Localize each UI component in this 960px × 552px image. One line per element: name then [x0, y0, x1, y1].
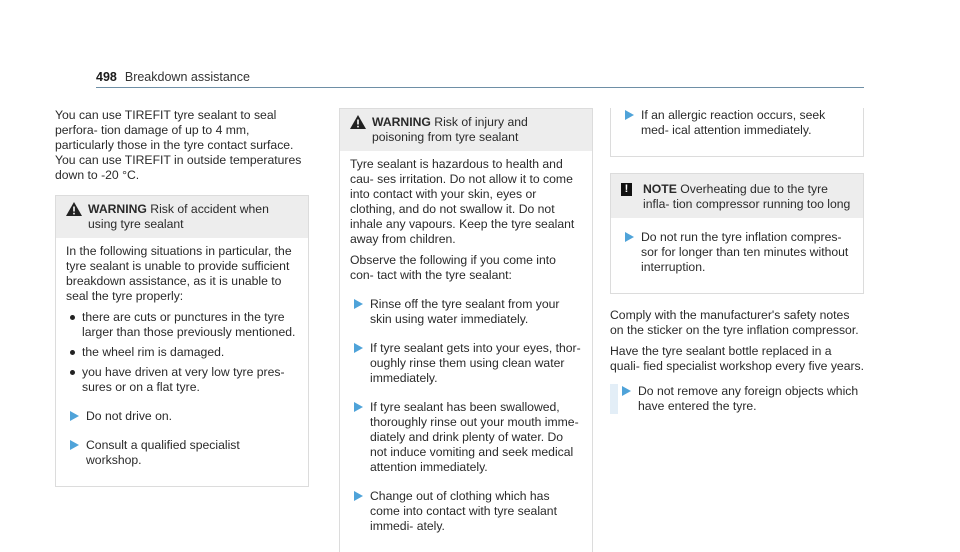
bullet-text: the wheel rim is damaged.: [82, 345, 225, 359]
step-text: Rinse off the tyre sealant from your skin using water immediately.: [370, 297, 560, 326]
bullet-item: [66, 310, 298, 340]
warning-header: [56, 196, 308, 238]
page-header: [96, 70, 250, 85]
bullet-dot-icon: [70, 370, 75, 375]
warning-text: Observe the following if you come into con- tact with the tyre sealant:: [350, 253, 556, 282]
step-text: If tyre sealant gets into your eyes, thor- oughly rinse them using clean water immediately.: [370, 341, 581, 385]
arrow-step-icon: [625, 232, 634, 242]
step-item: [66, 438, 298, 468]
column-1: [55, 108, 309, 487]
note-box: [610, 173, 864, 294]
header-rule: [96, 87, 864, 88]
step-text: Do not drive on.: [86, 409, 173, 423]
note-title: Overheating due to the tyre infla- tion compressor running too long: [643, 182, 851, 211]
step-text: Do not remove any foreign objects which have entered the tyre.: [638, 384, 859, 413]
bullet-dot-icon: [70, 350, 75, 355]
warning-bullets: [66, 310, 298, 395]
note-body: [611, 218, 863, 293]
step-item: [621, 108, 853, 138]
arrow-step-icon: [622, 386, 631, 396]
bullet-dot-icon: [70, 315, 75, 320]
warning-title: Risk of injury and poisoning from tyre sealant: [372, 115, 528, 144]
bullet-text: there are cuts or punctures in the tyre larger than those previously mentioned.: [82, 310, 296, 339]
body-paragraph: Comply with the manufacturer's safety notes on the sticker on the tyre inflation compressor.: [610, 308, 859, 337]
warning-label: WARNING: [88, 202, 147, 216]
column-3: [610, 108, 864, 424]
step-text: Do not run the tyre inflation compres- sor for longer than ten minutes without interruption.: [641, 230, 849, 274]
arrow-step-icon: [625, 110, 634, 120]
warning-box-accident: [55, 195, 309, 487]
warning-box-injury: [339, 108, 593, 552]
step-item: [621, 230, 853, 275]
intro-paragraph: You can use TIREFIT tyre sealant to seal perfora- tion damage of up to 4 mm, particularly those in the tyre contact surface. You can use TIREFIT in outside temperatures down to -20 °C.: [55, 108, 302, 182]
warning-triangle-icon: [350, 115, 366, 129]
column-2: [339, 108, 593, 552]
step-text: If an allergic reaction occurs, seek med- ical attention immediately.: [641, 108, 826, 137]
step-text: Change out of clothing which has come into contact with tyre sealant immedi- ately.: [370, 489, 557, 533]
arrow-step-icon: [354, 491, 363, 501]
step-item: [350, 489, 582, 534]
note-label: NOTE: [643, 182, 677, 196]
arrow-step-icon: [354, 299, 363, 309]
arrow-step-icon: [354, 343, 363, 353]
bullet-text: you have driven at very low tyre pres- sures or on a flat tyre.: [82, 365, 285, 394]
step-item: [66, 409, 298, 424]
warning-header: [340, 109, 592, 151]
note-header: [611, 174, 863, 218]
step-text: Consult a qualified specialist workshop.: [86, 438, 240, 467]
page-number: 498: [96, 70, 117, 84]
step-item: [350, 400, 582, 475]
arrow-step-icon: [70, 411, 79, 421]
arrow-step-icon: [354, 402, 363, 412]
step-item: [610, 384, 864, 414]
note-exclamation-icon: !: [621, 183, 632, 196]
page-title: Breakdown assistance: [124, 70, 250, 84]
step-text: If tyre sealant has been swallowed, thoroughly rinse out your mouth imme- diately and drink plenty of water. Do not induce vomiting and seek medical attention immediately.: [370, 400, 579, 474]
warning-title: Risk of accident when using tyre sealant: [88, 202, 269, 231]
step-item: [350, 341, 582, 386]
bullet-item: [66, 345, 298, 360]
step-item: [350, 297, 582, 327]
warning-text: In the following situations in particular, the tyre sealant is unable to provide sufficient breakdown assistance, as it is unable to seal the tyre properly:: [66, 244, 292, 303]
warning-continuation: [610, 108, 864, 157]
warning-label: WARNING: [372, 115, 431, 129]
warning-body: [340, 151, 592, 552]
warning-text: Tyre sealant is hazardous to health and cau- ses irritation. Do not allow it to come into contact with your skin, eyes or clothing, and do not swallow it. Do not inhale any vapours. Keep the tyre sealant away from children.: [350, 157, 575, 246]
bullet-item: [66, 365, 298, 395]
warning-body: [56, 238, 308, 486]
body-paragraph: Have the tyre sealant bottle replaced in a quali- fied specialist workshop every five years.: [610, 344, 865, 373]
warning-triangle-icon: [66, 202, 82, 216]
arrow-step-icon: [70, 440, 79, 450]
